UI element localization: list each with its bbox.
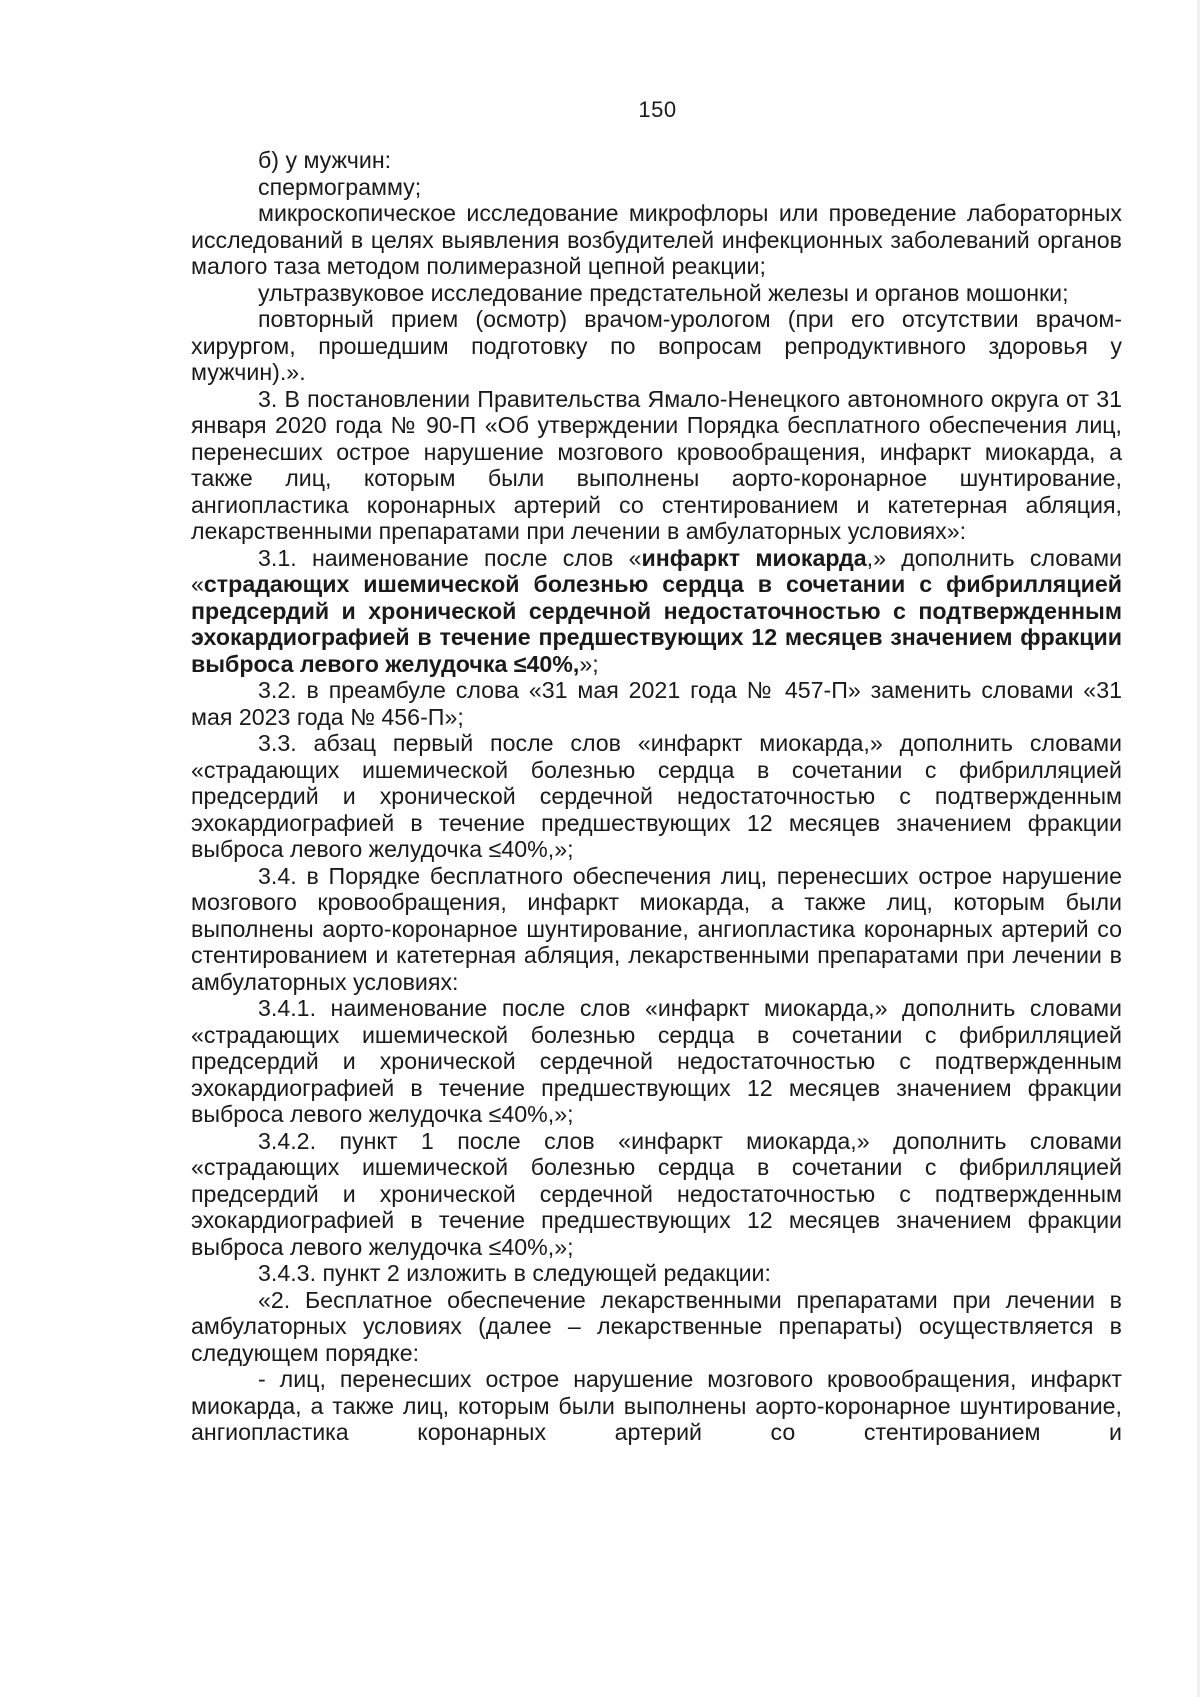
paragraph: спермограмму; (258, 173, 422, 200)
paragraph: - лиц, перенесших острое нарушение мозгового кровообращения, инфаркт миокарда, а также лиц, которым были выполнены аорто-коронарное шунтирование, ангиопластика коронарных артерий со стентированием и (191, 1366, 1122, 1445)
paragraph: б) у мужчин: (258, 147, 392, 173)
paragraph: «2. Бесплатное обеспечение лекарственными препаратами при лечении в амбулаторных условиях (далее – лекарственные препараты) осуществляется в следующем порядке: (191, 1286, 1122, 1366)
paragraph: 3.4. в Порядке бесплатного обеспечения лиц, перенесших острое нарушение мозгового кровообращения, инфаркт миокарда, а также лиц, которым были выполнены аорто-коронарное шунтирование, ангиопластика коронарных артерий со стентированием и катетерная абляция, лекарственными препаратами при лечении в амбулаторных условиях: (191, 862, 1122, 995)
paragraph: микроскопическое исследование микрофлоры или проведение лабораторных исследований в целях выявления возбудителей инфекционных заболеваний органов малого таза методом полимеразной цепной реакции; (191, 200, 1122, 279)
paragraph: 3.4.3. пункт 2 изложить в следующей редакции: (258, 1260, 771, 1286)
text-run: »; (579, 650, 599, 677)
paragraph-amendment-3-1 (191, 545, 1122, 678)
paragraph: 3. В постановлении Правительства Ямало-Ненецкого автономного округа от 31 января 2020 года № 90-П «Об утверждении Порядка бесплатного обеспечения лиц, перенесших острое нарушение мозгового кровообращения, инфаркт миокарда, а также лиц, которым были выполнены аорто-коронарное шунтирование, ангиопластика коронарных артерий со стентированием и катетерная абляция, лекарственными препаратами при лечении в амбулаторных условиях»: (191, 385, 1122, 544)
paragraph: 3.4.2. пункт 1 после слов «инфаркт миокарда,» дополнить словами «страдающих ишемической болезнью сердца в сочетании с фибрилляцией предсердий и хронической сердечной недостаточностью с подтвержденным эхокардиографией в течение предшествующих 12 месяцев значением фракции выброса левого желудочка ≤40%,»; (191, 1127, 1122, 1260)
text-run: ,» дополнить словами « (191, 544, 1122, 597)
paragraph: 3.4.1. наименование после слов «инфаркт миокарда,» дополнить словами «страдающих ишемической болезнью сердца в сочетании с фибрилляцией предсердий и хронической сердечной недостаточностью с подтвержденным эхокардиографией в течение предшествующих 12 месяцев значением фракции выброса левого желудочка ≤40%,»; (191, 995, 1122, 1127)
paragraph: повторный прием (осмотр) врачом-урологом (при его отсутствии врачом-хирургом, прошедшим подготовку по вопросам репродуктивного здоровья у мужчин).». (191, 306, 1122, 385)
bold-text: страдающих ишемической болезнью сердца в сочетании с фибрилляцией предсердий и хронической сердечной недостаточностью с подтвержденным эхокардиографией в течение предшествующих 12 месяцев значением фракции выброса левого желудочка ≤40%, (191, 571, 1122, 677)
document-body (191, 147, 1122, 1446)
paragraph: 3.3. абзац первый после слов «инфаркт миокарда,» дополнить словами «страдающих ишемической болезнью сердца в сочетании с фибрилляцией предсердий и хронической сердечной недостаточностью с подтвержденным эхокардиографией в течение предшествующих 12 месяцев значением фракции выброса левого желудочка ≤40%,»; (191, 730, 1122, 862)
text-run: 3.1. наименование после слов « (258, 544, 642, 571)
paragraph: 3.2. в преамбуле слова «31 мая 2021 года № 457-П» заменить словами «31 мая 2023 года № 456-П»; (191, 677, 1122, 730)
page-number: 150 (638, 97, 677, 122)
paragraph: ультразвуковое исследование предстательной железы и органов мошонки; (258, 279, 1069, 306)
bold-text: инфаркт миокарда (641, 544, 867, 571)
